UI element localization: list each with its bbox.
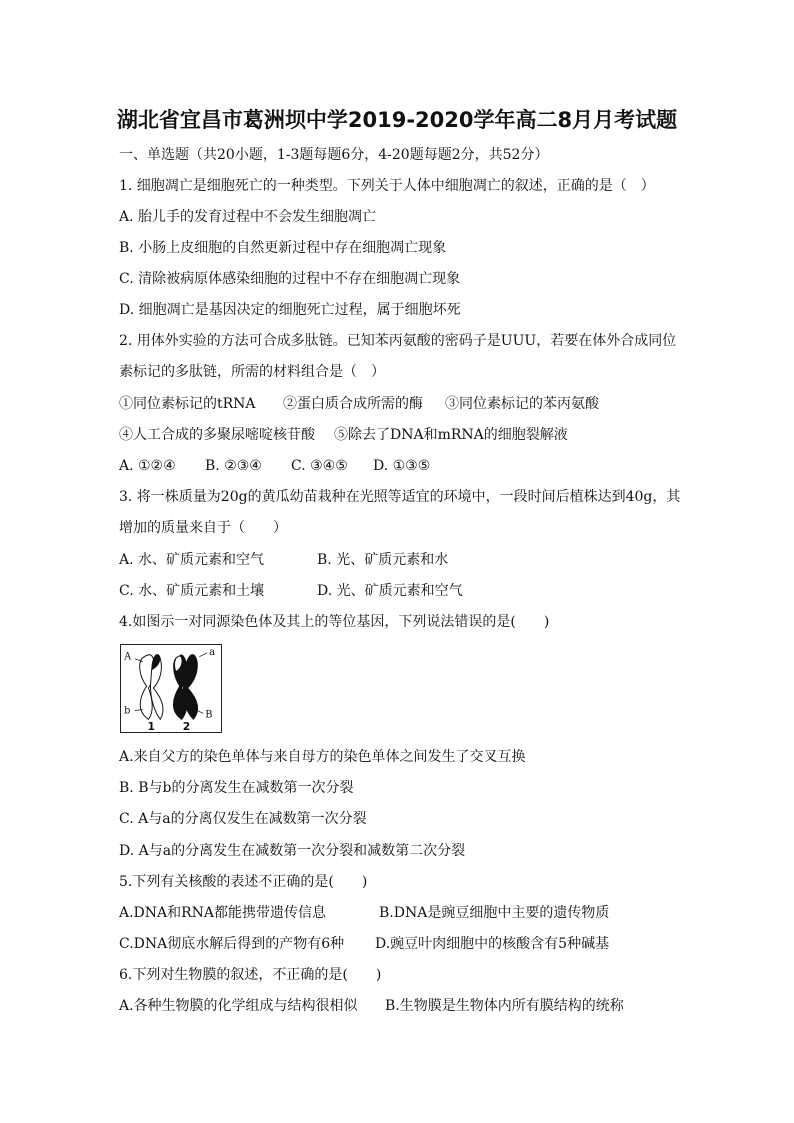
q1-option-d: D. 细胞凋亡是基因决定的细胞死亡过程，属于细胞坏死 bbox=[119, 302, 461, 318]
chromosome-number-1: 1 bbox=[147, 720, 156, 732]
q1-stem: 1. 细胞凋亡是细胞死亡的一种类型。下列关于人体中细胞凋亡的叙述，正确的是（ ） bbox=[119, 178, 655, 194]
q4-option-a: A.来自父方的染色单体与来自母方的染色单体之间发生了交叉互换 bbox=[119, 749, 526, 765]
q2-item-3: ③同位素标记的苯丙氨酸 bbox=[445, 396, 599, 412]
q3-stem-line2: 增加的质量来自于（ ） bbox=[119, 520, 287, 536]
chromosome-figure bbox=[120, 644, 222, 733]
chromosome-2 bbox=[173, 655, 197, 720]
q3-options-row1 bbox=[119, 551, 448, 569]
q6-option-a: A.各种生物膜的化学组成与结构很相似 bbox=[119, 998, 358, 1014]
q2-stem-line2: 素标记的多肽链，所需的材料组合是（ ） bbox=[119, 364, 385, 380]
q5-options-row2 bbox=[119, 935, 609, 953]
q3-option-c: C. 水、矿质元素和土壤 bbox=[119, 583, 265, 599]
q3-stem-line1: 3. 将一株质量为20g的黄瓜幼苗栽种在光照等适宜的环境中，一段时间后植株达到40g，其 bbox=[119, 489, 681, 505]
q3-option-a: A. 水、矿质元素和空气 bbox=[119, 552, 265, 568]
q2-item-4: ④人工合成的多聚尿嘧啶核苷酸 bbox=[119, 427, 315, 443]
q2-option-d: D. ①③⑤ bbox=[373, 458, 431, 474]
q5-stem: 5.下列有关核酸的表述不正确的是( ) bbox=[119, 874, 368, 890]
q4-option-c: C. A与a的分离仅发生在减数第一次分裂 bbox=[119, 811, 367, 827]
q5-option-a: A.DNA和RNA都能携带遗传信息 bbox=[119, 905, 327, 921]
gene-label-b: b bbox=[124, 705, 131, 717]
q3-option-b: B. 光、矿质元素和水 bbox=[317, 552, 449, 568]
q2-item-1: ①同位素标记的tRNA bbox=[119, 396, 256, 412]
gene-label-B: B bbox=[205, 709, 213, 721]
gene-label-A: A bbox=[124, 651, 132, 663]
q2-option-c: C. ③④⑤ bbox=[291, 458, 348, 474]
page-title: 湖北省宜昌市葛洲坝中学2019-2020学年高二8月月考试题 bbox=[116, 108, 678, 132]
q4-stem: 4.如图示一对同源染色体及其上的等位基因，下列说法错误的是( ) bbox=[119, 614, 550, 630]
q2-item-2: ②蛋白质合成所需的酶 bbox=[283, 396, 423, 412]
pointer-line-a bbox=[199, 653, 207, 657]
section-heading: 一、单选题（共20小题，1-3题每题6分，4-20题每题2分，共52分） bbox=[119, 147, 549, 163]
chromosome-1 bbox=[140, 655, 163, 720]
q1-option-c: C. 清除被病原体感染细胞的过程中不存在细胞凋亡现象 bbox=[119, 271, 461, 287]
q1-option-b: B. 小肠上皮细胞的自然更新过程中存在细胞凋亡现象 bbox=[119, 240, 447, 256]
q2-option-b: B. ②③④ bbox=[205, 458, 262, 474]
q2-options bbox=[119, 457, 430, 475]
q2-stem-line1: 2. 用体外实验的方法可合成多肽链。已知苯丙氨酸的密码子是UUU，若要在体外合成同位 bbox=[119, 333, 677, 349]
q5-option-d: D.豌豆叶肉细胞中的核酸含有5种碱基 bbox=[375, 936, 610, 952]
q5-option-b: B.DNA是豌豆细胞中主要的遗传物质 bbox=[379, 905, 610, 921]
chromosome-diagram bbox=[121, 645, 221, 732]
q6-stem: 6.下列对生物膜的叙述，不正确的是( ) bbox=[119, 967, 382, 983]
q2-items-row1 bbox=[119, 395, 599, 413]
gene-label-a: a bbox=[209, 646, 215, 658]
q3-options-row2 bbox=[119, 582, 463, 600]
q6-option-b: B.生物膜是生物体内所有膜结构的统称 bbox=[385, 998, 624, 1014]
q2-items-row2 bbox=[119, 426, 568, 444]
q5-option-c: C.DNA彻底水解后得到的产物有6种 bbox=[119, 936, 345, 952]
q1-option-a: A. 胎儿手的发育过程中不会发生细胞凋亡 bbox=[119, 209, 377, 225]
chromosome-number-2: 2 bbox=[182, 720, 191, 732]
q4-option-b: B. B与b的分离发生在减数第一次分裂 bbox=[119, 780, 354, 796]
q6-options-row1 bbox=[119, 997, 624, 1015]
q5-options-row1 bbox=[119, 904, 609, 922]
q2-item-5: ⑤除去了DNA和mRNA的细胞裂解液 bbox=[334, 427, 568, 443]
q4-option-d: D. A与a的分离发生在减数第一次分裂和减数第二次分裂 bbox=[119, 843, 466, 859]
q2-option-a: A. ①②④ bbox=[119, 458, 176, 474]
q3-option-d: D. 光、矿质元素和空气 bbox=[317, 583, 463, 599]
